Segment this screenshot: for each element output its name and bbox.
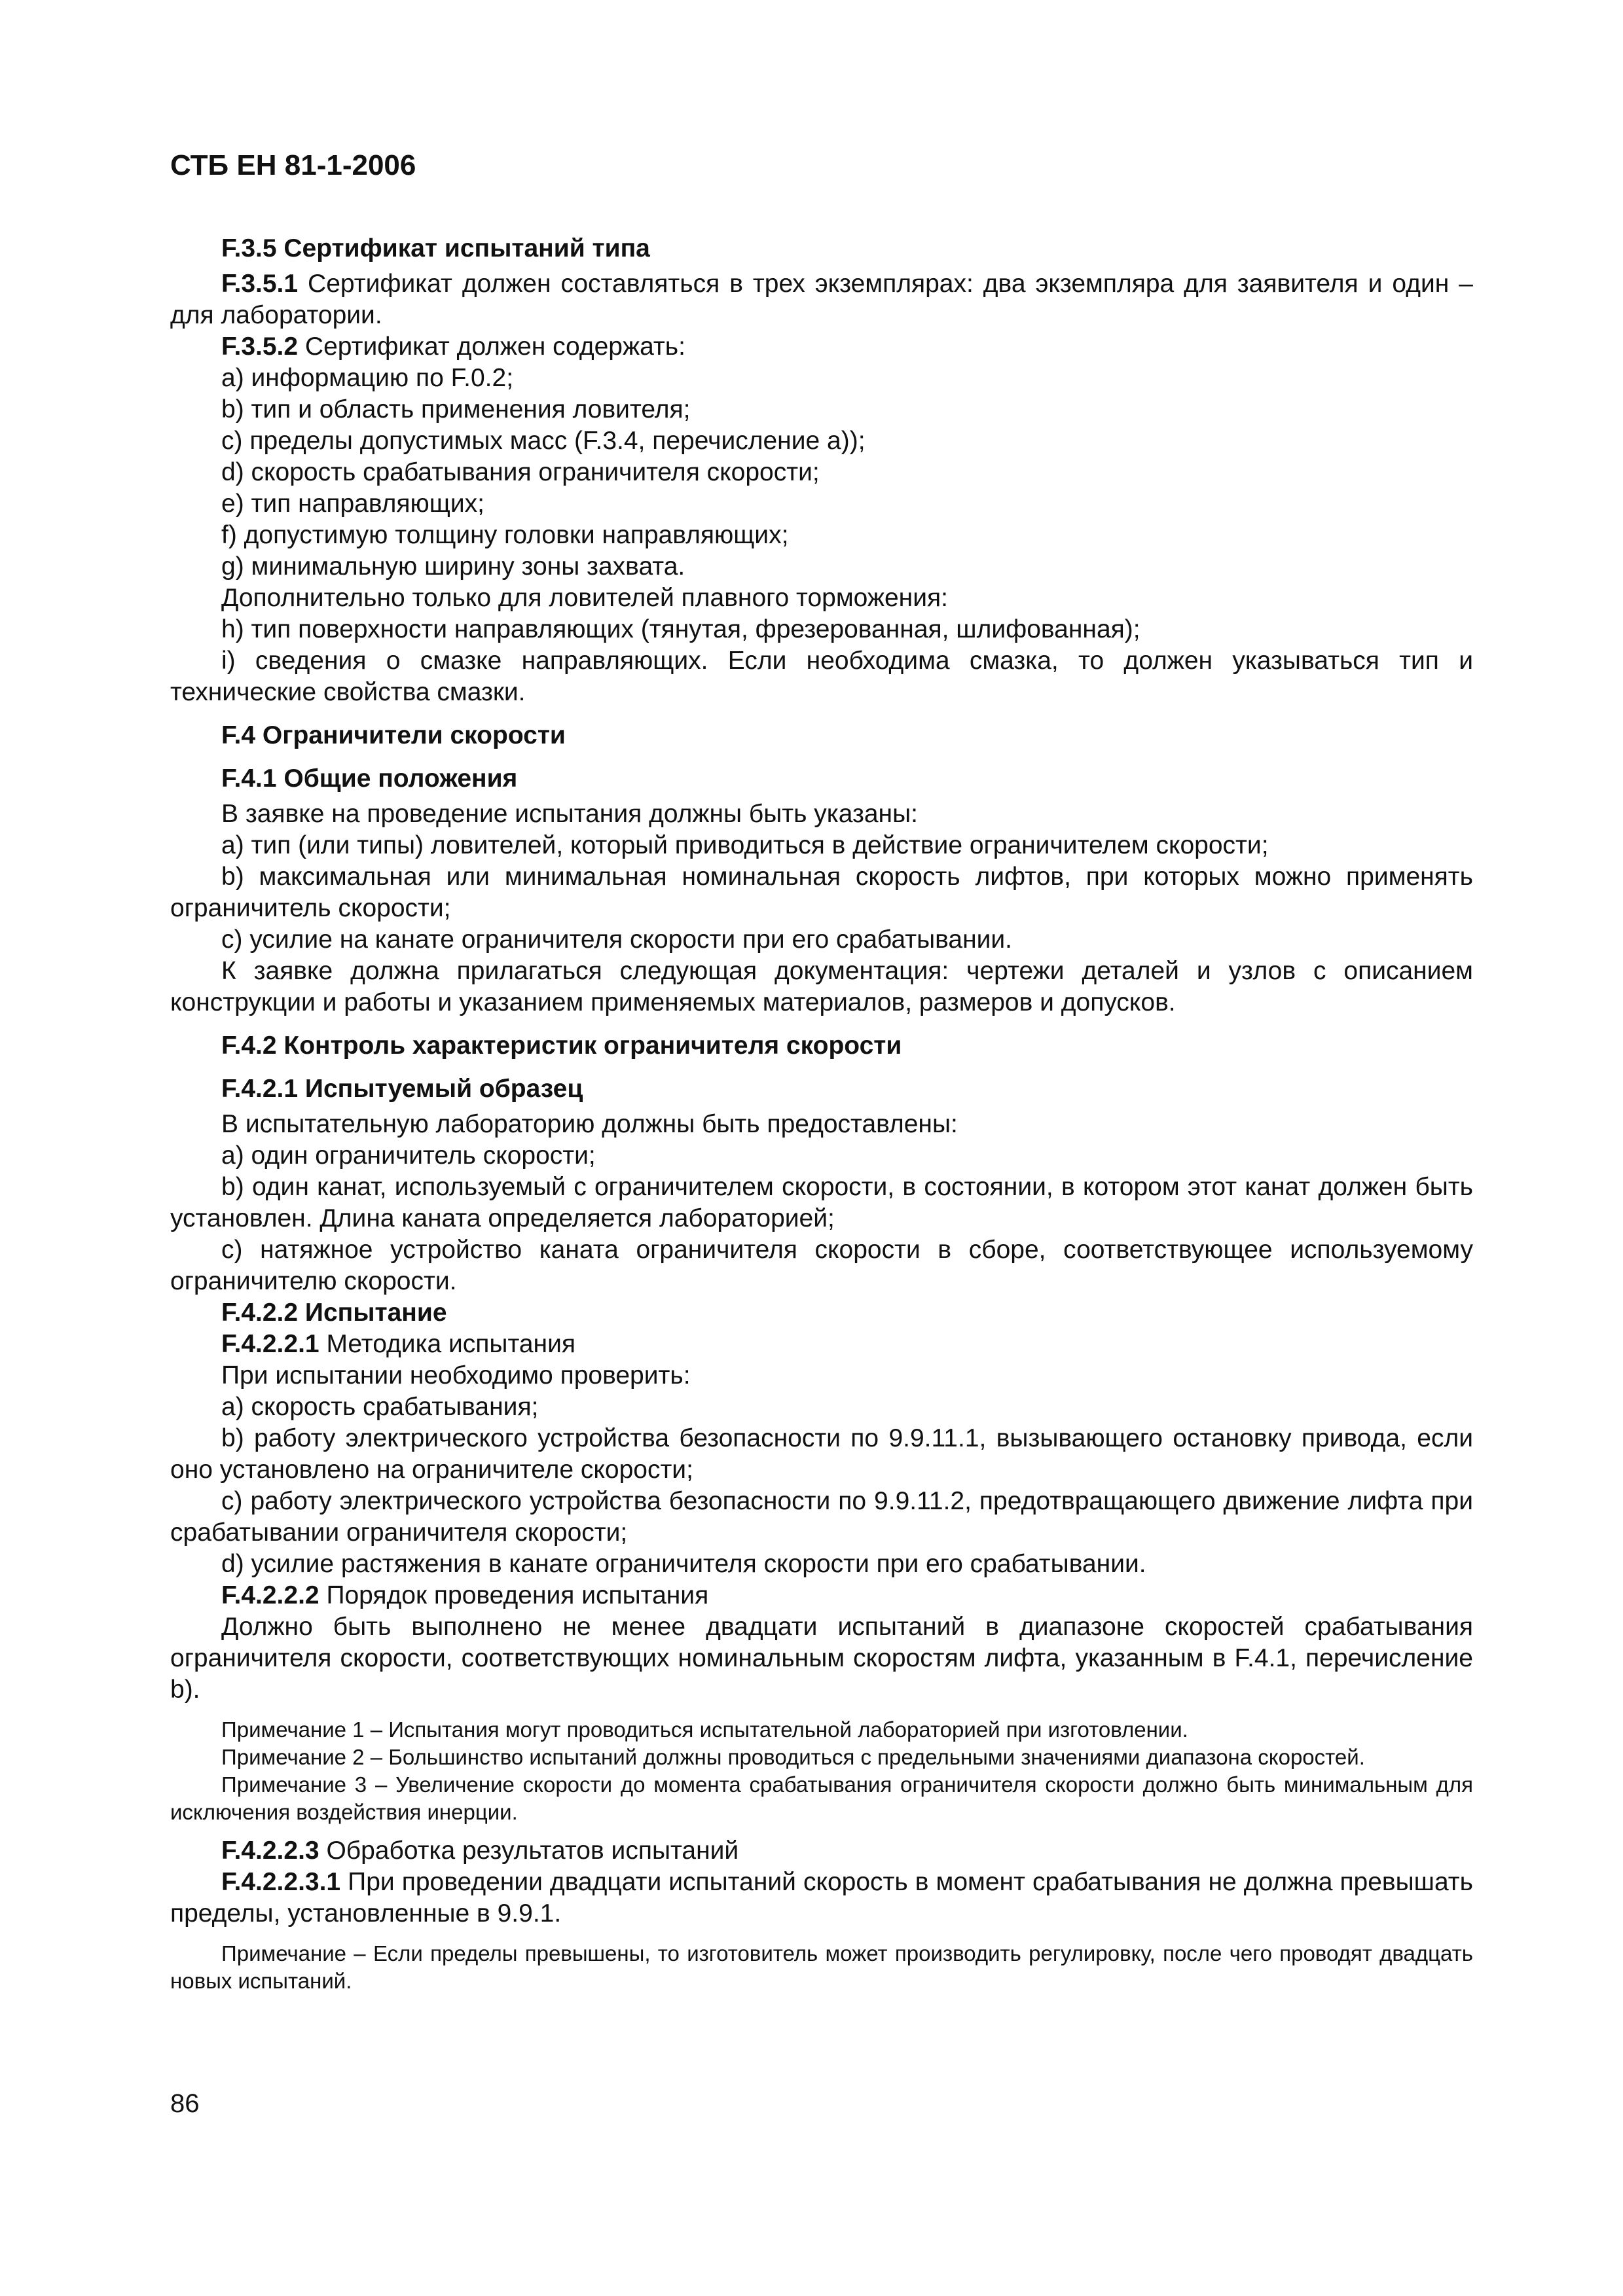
paragraph — [170, 1329, 1473, 1360]
page-number: 86 — [170, 2089, 200, 2118]
paragraph — [170, 861, 1473, 924]
section-heading: F.4.1 Общие положения — [221, 764, 518, 793]
list-item — [170, 1140, 1473, 1172]
paragraph — [170, 331, 1473, 363]
paragraph-text: g) минимальную ширину зоны захвата. — [221, 552, 685, 581]
clause-number: F.4.2.2.2 — [221, 1581, 319, 1609]
paragraph-text: Сертификат должен составляться в трех экземплярах: два экземпляра для заявителя и один – для лаборатории. — [170, 270, 1473, 329]
paragraph-text: e) тип направляющих; — [221, 490, 484, 518]
paragraph — [170, 956, 1473, 1018]
list-item — [170, 488, 1473, 520]
note-paragraph: Примечание 2 – Большинство испытаний должны проводиться с предельными значениями диапазона скоростей. — [221, 1745, 1365, 1769]
paragraph-text: b) максимальная или минимальная номинальная скорость лифтов, при которых можно применять ограничитель скорости; — [170, 863, 1473, 922]
section-heading: F.4.2 Контроль характеристик ограничителя скорости — [221, 1031, 902, 1060]
paragraph-text: a) тип (или типы) ловителей, который приводиться в действие ограничителем скорости; — [221, 831, 1269, 859]
paragraph-text: Порядок проведения испытания — [319, 1581, 709, 1609]
paragraph-text: a) скорость срабатывания; — [221, 1393, 539, 1421]
paragraph-text: b) один канат, используемый с ограничителем скорости, в состоянии, в котором этот канат должен быть установлен. Длина каната определяется лабораторией; — [170, 1173, 1473, 1232]
paragraph-text: d) скорость срабатывания ограничителя скорости; — [221, 458, 820, 486]
section-heading: F.4 Ограничители скорости — [221, 721, 566, 749]
paragraph-text: При испытании необходимо проверить: — [221, 1361, 691, 1390]
paragraph-text: a) информацию по F.0.2; — [221, 364, 514, 392]
clause-number: F.4.2.2.3.1 — [221, 1868, 341, 1896]
paragraph — [170, 1172, 1473, 1234]
paragraph-text: c) работу электрического устройства безопасности по 9.9.11.2, предотвращающего движение лифта при срабатывании ограничителя скорости; — [170, 1487, 1473, 1547]
list-item — [170, 798, 1473, 830]
paragraph-text: c) натяжное устройство каната ограничителя скорости в сборе, соответствующее используемому ограничителю скорости. — [170, 1236, 1473, 1295]
list-item — [170, 1549, 1473, 1580]
note-paragraph: Примечание – Если пределы превышены, то изготовитель может производить регулировку, после чего проводят двадцать новых испытаний. — [170, 1941, 1473, 1993]
list-item — [170, 425, 1473, 457]
list-item — [170, 1391, 1473, 1423]
paragraph — [170, 1867, 1473, 1929]
list-item — [170, 614, 1473, 645]
paragraph-text: i) сведения о смазке направляющих. Если необходима смазка, то должен указываться тип и технические свойства смазки. — [170, 647, 1473, 706]
list-item — [170, 830, 1473, 861]
paragraph — [170, 1423, 1473, 1486]
paragraph-text: Должно быть выполнено не менее двадцати испытаний в диапазоне скоростей срабатывания ограничителя скорости, соответствующих номинальным скоростям лифта, указанным в F.4.1, перечисление b). — [170, 1613, 1473, 1704]
paragraph-text: f) допустимую толщину головки направляющих; — [221, 521, 789, 549]
paragraph-text: В заявке на проведение испытания должны быть указаны: — [221, 800, 918, 828]
paragraph-text: c) пределы допустимых масс (F.3.4, перечисление a)); — [221, 427, 866, 455]
paragraph-text: К заявке должна прилагаться следующая документация: чертежи деталей и узлов с описанием конструкции и работы и указанием применяемых материалов, размеров и допусков. — [170, 957, 1473, 1016]
paragraph-text: h) тип поверхности направляющих (тянутая, фрезерованная, шлифованная); — [221, 615, 1140, 643]
paragraph-text: Дополнительно только для ловителей плавного торможения: — [221, 584, 948, 612]
paragraph-text: b) тип и область применения ловителя; — [221, 395, 691, 423]
section-heading: F.3.5 Сертификат испытаний типа — [221, 234, 650, 262]
paragraph — [170, 1835, 1473, 1867]
paragraph-text: a) один ограничитель скорости; — [221, 1141, 596, 1170]
paragraph-text: Обработка результатов испытаний — [319, 1837, 739, 1865]
paragraph-text: При проведении двадцати испытаний скорость в момент срабатывания не должна превышать пределы, установленные в 9.9.1. — [170, 1868, 1473, 1928]
clause-number: F.3.5.2 — [221, 332, 299, 361]
list-item — [170, 457, 1473, 488]
clause-number: F.4.2.2.1 — [221, 1330, 319, 1358]
clause-number: F.3.5.1 — [221, 270, 299, 298]
paragraph-text: Методика испытания — [319, 1330, 575, 1358]
paragraph-text: d) усилие растяжения в канате ограничителя скорости при его срабатывании. — [221, 1550, 1146, 1578]
paragraph — [170, 1297, 1473, 1329]
paragraph-text: c) усилие на канате ограничителя скорости при его срабатывании. — [221, 925, 1013, 954]
paragraph — [170, 1580, 1473, 1611]
paragraph-text: В испытательную лабораторию должны быть предоставлены: — [221, 1110, 958, 1138]
list-item — [170, 1109, 1473, 1140]
paragraph — [170, 1611, 1473, 1706]
clause-number: F.4.2.2 Испытание — [221, 1299, 447, 1327]
list-item — [170, 924, 1473, 956]
document-body — [170, 233, 1473, 1995]
list-item — [170, 394, 1473, 425]
list-item — [170, 551, 1473, 583]
paragraph — [170, 645, 1473, 708]
list-item — [170, 363, 1473, 394]
list-item — [170, 583, 1473, 614]
paragraph — [170, 268, 1473, 331]
clause-number: F.4.2.2.3 — [221, 1837, 319, 1865]
document-code: СТБ ЕН 81-1-2006 — [170, 149, 416, 181]
paragraph-text: b) работу электрического устройства безопасности по 9.9.11.1, вызывающего остановку привода, если оно установлено на ограничителе скорости; — [170, 1424, 1473, 1484]
paragraph — [170, 1486, 1473, 1549]
list-item — [170, 1360, 1473, 1391]
note-paragraph: Примечание 1 – Испытания могут проводиться испытательной лабораторией при изготовлении. — [221, 1717, 1188, 1742]
list-item — [170, 520, 1473, 551]
paragraph — [170, 1234, 1473, 1297]
paragraph-text: Сертификат должен содержать: — [298, 332, 685, 361]
note-paragraph: Примечание 3 – Увеличение скорости до момента срабатывания ограничителя скорости должно быть минимальным для исключения воздействия инерции. — [170, 1772, 1473, 1824]
section-heading: F.4.2.1 Испытуемый образец — [221, 1075, 583, 1103]
